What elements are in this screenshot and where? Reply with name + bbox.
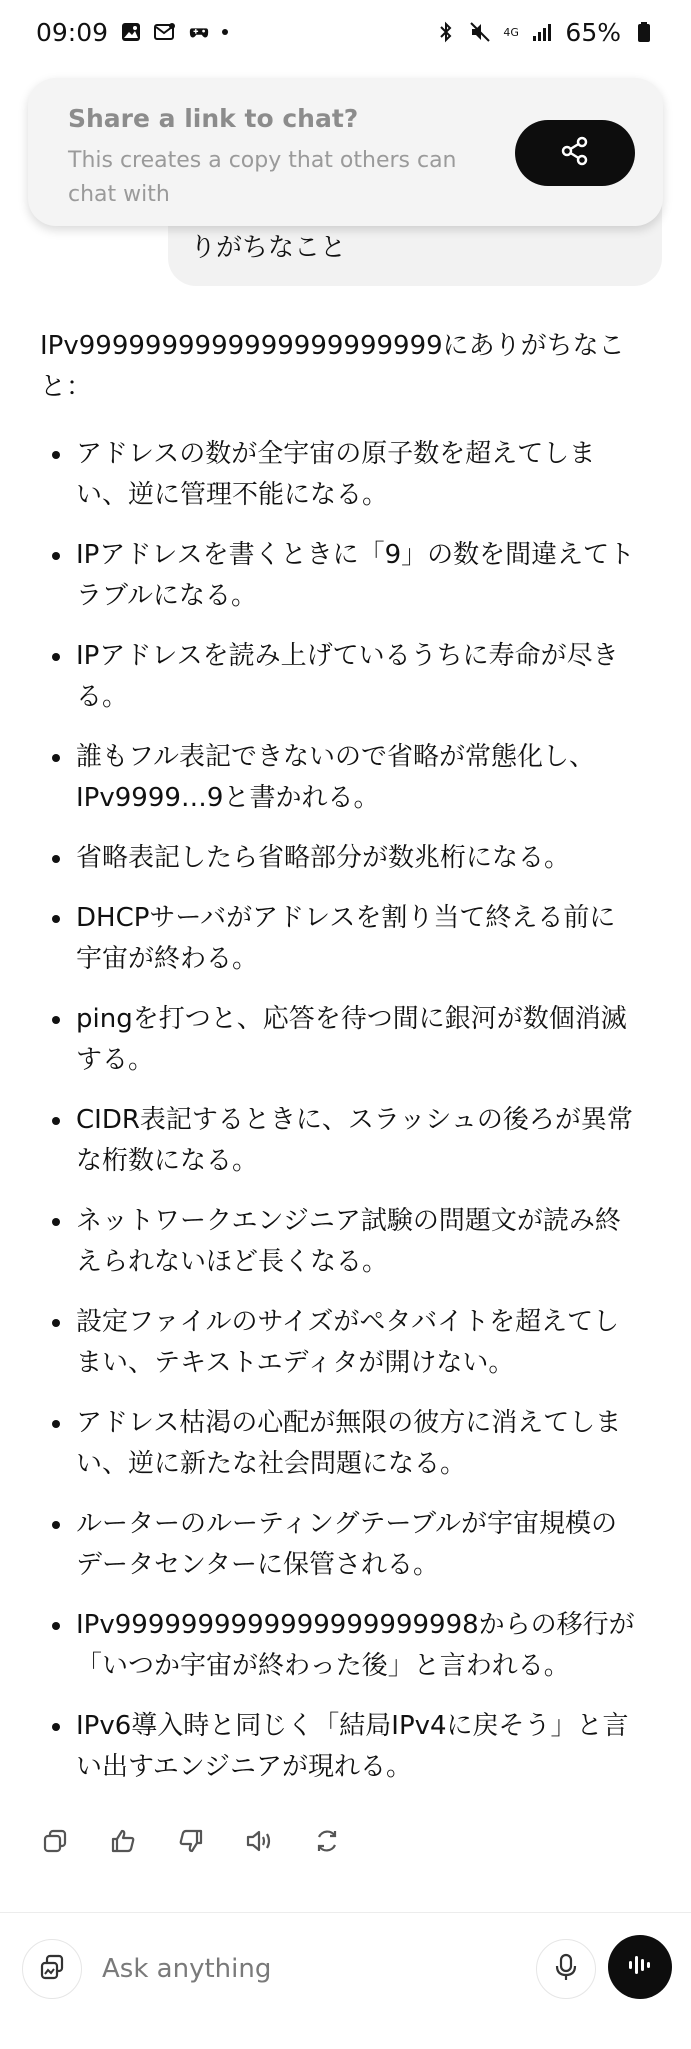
read-aloud-button[interactable] — [244, 1828, 274, 1858]
list-item-text: IPv6導入時と同じく「結局IPv4に戻そう」と言い出すエンジニアが現れる。 — [76, 1711, 629, 1782]
list-item — [40, 1201, 640, 1283]
list-item-text: 省略表記したら省略部分が数兆桁になる。 — [76, 843, 571, 873]
list-item-text: DHCPサーバがアドレスを割り当て終える前に宇宙が終わる。 — [76, 903, 616, 974]
voice-waveform-icon — [625, 1950, 655, 1984]
list-item-text: ネットワークエンジニア試験の問題文が読み終えられないほど長くなる。 — [76, 1206, 621, 1277]
voice-mode-button[interactable] — [608, 1935, 672, 1999]
assistant-message — [40, 326, 640, 1807]
list-item — [40, 1504, 640, 1586]
bullet-dot-icon — [52, 1723, 60, 1731]
share-button[interactable] — [515, 120, 635, 186]
bullet-dot-icon — [52, 915, 60, 923]
dot-icon — [222, 29, 228, 35]
bullet-dot-icon — [52, 653, 60, 661]
status-left — [36, 18, 228, 47]
list-item — [40, 999, 640, 1081]
share-popup — [28, 78, 663, 226]
signal-icon — [531, 21, 553, 43]
list-item-text: アドレス枯渇の心配が無限の彼方に消えてしまい、逆に新たな社会問題になる。 — [76, 1408, 622, 1479]
list-item-text: IPv9999999999999999999998からの移行が「いつか宇宙が終わった後」と言われる。 — [76, 1610, 635, 1681]
share-popup-title: Share a link to chat? — [68, 104, 359, 133]
read-aloud-icon — [244, 1827, 274, 1859]
regenerate-button[interactable] — [312, 1828, 342, 1858]
list-item-text: ルーターのルーティングテーブルが宇宙規模のデータセンターに保管される。 — [76, 1509, 618, 1580]
mail-icon — [154, 21, 176, 43]
thumbs-down-button[interactable] — [176, 1828, 206, 1858]
attach-icon — [37, 1952, 67, 1986]
bullet-dot-icon — [52, 1218, 60, 1226]
bullet-dot-icon — [52, 451, 60, 459]
microphone-icon — [553, 1952, 579, 1986]
bullet-dot-icon — [52, 1016, 60, 1024]
bullet-dot-icon — [52, 1319, 60, 1327]
list-item — [40, 1302, 640, 1384]
bluetooth-icon — [435, 21, 457, 43]
message-actions — [40, 1828, 342, 1858]
game-controller-icon — [188, 21, 210, 43]
microphone-button[interactable] — [536, 1939, 596, 1999]
list-item — [40, 1706, 640, 1788]
copy-button[interactable] — [40, 1828, 70, 1858]
bullet-dot-icon — [52, 1521, 60, 1529]
list-item — [40, 535, 640, 617]
status-right — [435, 18, 655, 47]
status-time: 09:09 — [36, 17, 109, 47]
image-icon — [120, 21, 142, 43]
list-item — [40, 1605, 640, 1687]
bullet-dot-icon — [52, 1420, 60, 1428]
share-icon — [559, 135, 591, 171]
list-item-text: IPアドレスを読み上げているうちに寿命が尽きる。 — [76, 641, 619, 712]
composer — [0, 1912, 691, 2049]
list-item-text: CIDR表記するときに、スラッシュの後ろが異常な桁数になる。 — [76, 1105, 633, 1176]
list-item-text: 誰もフル表記できないので省略が常態化し、IPv9999…9と書かれる。 — [76, 742, 595, 813]
list-item — [40, 898, 640, 980]
thumbs-down-icon — [177, 1827, 205, 1859]
copy-icon — [41, 1827, 69, 1859]
bullet-dot-icon — [52, 1117, 60, 1125]
bullet-dot-icon — [52, 855, 60, 863]
list-item-text: 設定ファイルのサイズがペタバイトを超えてしまい、テキストエディタが開けない。 — [76, 1307, 620, 1378]
battery-icon — [633, 21, 655, 43]
composer-input[interactable] — [102, 1947, 502, 1991]
user-message-text: りがちなこと — [190, 233, 347, 263]
share-popup-description: This creates a copy that others can chat with — [68, 148, 457, 207]
list-item-text: アドレスの数が全宇宙の原子数を超えてしまい、逆に管理不能になる。 — [76, 439, 596, 510]
status-bar — [0, 0, 691, 64]
list-item — [40, 737, 640, 819]
thumbs-up-icon — [109, 1827, 137, 1859]
regenerate-icon — [313, 1827, 341, 1859]
list-item — [40, 434, 640, 516]
list-item — [40, 1100, 640, 1182]
mute-icon — [469, 21, 491, 43]
list-item — [40, 838, 640, 879]
list-item — [40, 636, 640, 718]
attach-button[interactable] — [22, 1939, 82, 1999]
list-item-text: IPアドレスを書くときに「9」の数を間違えてトラブルになる。 — [76, 540, 635, 611]
bullet-dot-icon — [52, 1622, 60, 1630]
list-item — [40, 1403, 640, 1485]
answer-list — [40, 434, 640, 1788]
bullet-dot-icon — [52, 552, 60, 560]
answer-intro: IPv9999999999999999999999にありがちなこと： — [40, 331, 625, 402]
network-label: 4G — [503, 25, 519, 39]
bullet-dot-icon — [52, 754, 60, 762]
battery-percent: 65% — [565, 17, 621, 47]
thumbs-up-button[interactable] — [108, 1828, 138, 1858]
list-item-text: pingを打つと、応答を待つ間に銀河が数個消滅する。 — [76, 1004, 627, 1075]
